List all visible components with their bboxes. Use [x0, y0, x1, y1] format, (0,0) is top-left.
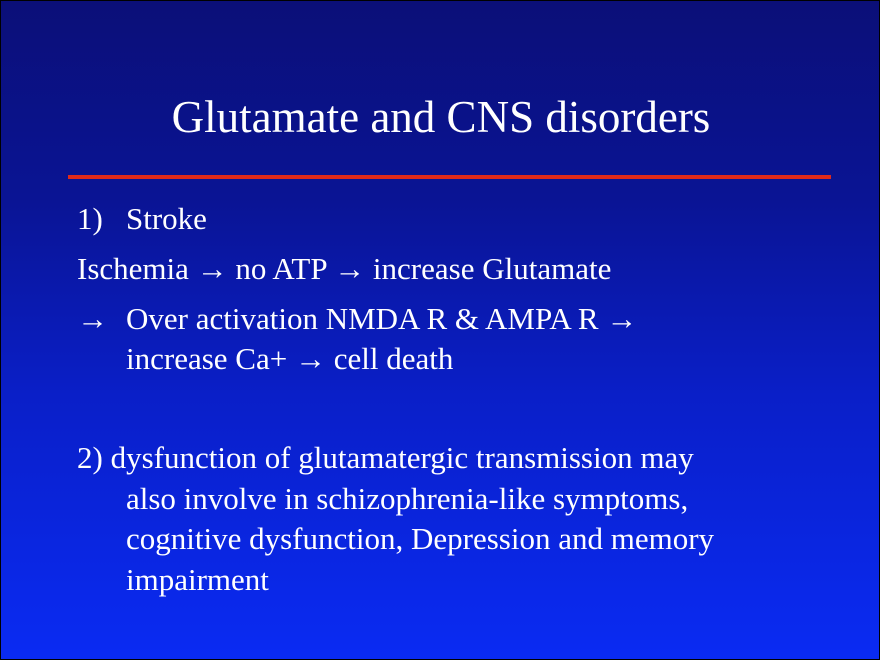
cascade-line-1	[77, 249, 611, 289]
arrow-right-icon: →	[606, 301, 638, 336]
arrow-right-icon: →	[77, 301, 108, 336]
list-item-2-line-1: 2) dysfunction of glutamatergic transmission may	[77, 440, 694, 475]
list-number: 1)	[77, 201, 103, 236]
list-item-stroke	[77, 199, 207, 239]
cascade-text: Over activation NMDA R & AMPA R	[126, 301, 599, 336]
cascade-line-3	[126, 339, 453, 379]
cascade-text: increase Glutamate	[372, 251, 612, 286]
cascade-line-2-text	[126, 299, 637, 339]
arrow-right-icon: →	[334, 251, 366, 286]
cascade-text: increase Ca+	[126, 341, 288, 376]
list-item-2-line-3: cognitive dysfunction, Depression and memory	[126, 521, 715, 556]
list-item-2-line-4: impairment	[126, 562, 269, 597]
cascade-text: no ATP	[235, 251, 327, 286]
cascade-text: Ischemia	[77, 251, 189, 286]
list-heading: Stroke	[126, 201, 207, 236]
arrow-right-icon: →	[196, 251, 228, 286]
title-underline-rule	[68, 175, 831, 179]
arrow-right-icon: →	[294, 341, 326, 376]
list-item-2-line-2: also involve in schizophrenia-like symptoms,	[126, 481, 689, 516]
cascade-text: cell death	[333, 341, 454, 376]
slide-title: Glutamate and CNS disorders	[171, 92, 711, 142]
